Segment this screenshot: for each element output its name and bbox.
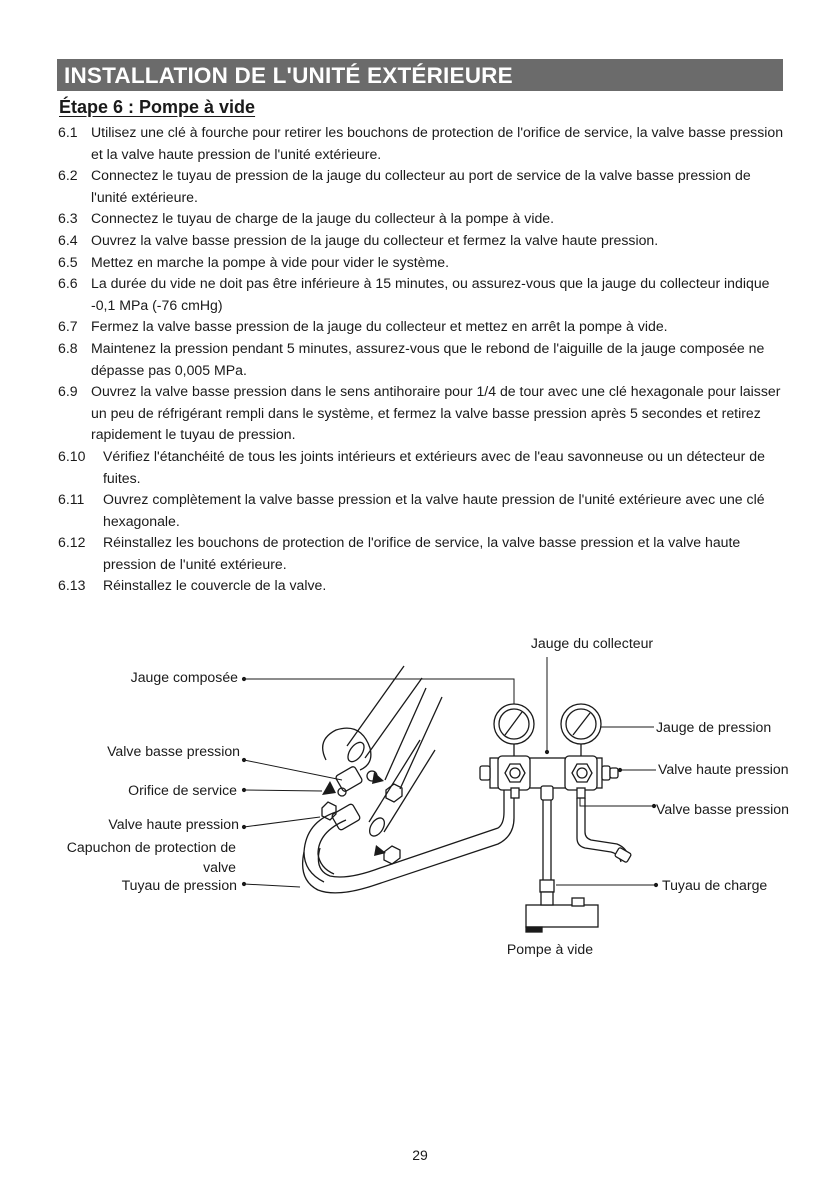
label-high-valve-left: Valve haute pression — [108, 816, 239, 832]
label-high-valve-right: Valve haute pression — [658, 761, 789, 777]
label-charge-hose: Tuyau de charge — [662, 877, 768, 893]
section-banner — [57, 59, 783, 91]
step-text: La durée du vide ne doit pas être inférieure à 15 minutes, ou assurez-vous que la jauge du collecteur indique -0,1 MPa (-76 cmHg) — [91, 275, 770, 313]
step-text: Connectez le tuyau de charge de la jauge du collecteur à la pompe à vide. — [91, 210, 555, 227]
list-item — [58, 338, 788, 381]
label-pressure-hose: Tuyau de pression — [121, 877, 237, 893]
vacuum-pump-diagram — [0, 620, 840, 970]
page-number: 29 — [412, 1147, 428, 1163]
list-item — [58, 489, 788, 532]
step-number: 6.10 — [58, 447, 86, 464]
step-text: Ouvrez complètement la valve basse pression et la valve haute pression de l'unité extérieure avec une clé hexagonale. — [103, 491, 765, 529]
charge-hose — [540, 798, 632, 896]
step-number: 6.3 — [58, 210, 78, 227]
step-text: Vérifiez l'étanchéité de tous les joints intérieurs et extérieurs avec de l'eau savonneuse ou un détecteur de fuites. — [103, 447, 765, 486]
list-item — [58, 316, 788, 338]
step-number: 6.6 — [58, 275, 78, 292]
label-low-valve-right: Valve basse pression — [656, 801, 789, 817]
step-text: Ouvrez la valve basse pression de la jauge du collecteur et fermez la valve haute pression. — [91, 231, 659, 248]
step-number: 6.2 — [58, 167, 78, 184]
label-service-port: Orifice de service — [128, 782, 237, 798]
step-text: Mettez en marche la pompe à vide pour vider le système. — [91, 253, 449, 270]
step-text: Réinstallez le couvercle de la valve. — [103, 577, 327, 594]
step-number: 6.1 — [58, 124, 78, 140]
step-text: Connectez le tuyau de pression de la jauge du collecteur au port de service de la valve basse pression de l'unité extérieure. — [91, 167, 751, 205]
step-number: 6.11 — [58, 491, 85, 508]
step-number: 6.8 — [58, 339, 78, 356]
step-number: 6.13 — [58, 577, 86, 594]
step-number: 6.12 — [58, 534, 86, 551]
step-text: Ouvrez la valve basse pression dans le sens antihoraire pour 1/4 de tour avec une clé hexagonale pour laisser un peu de réfrigérant rempli dans le système, et fermez la valve basse pression après 5 secondes et retirez rapidement le tuyau de pression. — [91, 383, 781, 443]
page-title: INSTALLATION DE L'UNITÉ EXTÉRIEURE — [64, 63, 513, 88]
step-number: 6.9 — [58, 383, 78, 400]
label-low-valve-left: Valve basse pression — [107, 743, 240, 759]
list-item — [58, 532, 788, 575]
list-item — [58, 165, 788, 208]
list-item — [58, 446, 788, 489]
label-manifold-gauge: Jauge du collecteur — [530, 635, 654, 651]
list-item — [58, 122, 788, 165]
vacuum-pump — [526, 892, 598, 932]
step-heading: Étape 6 : Pompe à vide — [59, 97, 256, 117]
step-text: Fermez la valve basse pression de la jauge du collecteur et mettez en arrêt la pompe à vide. — [91, 318, 668, 335]
list-item — [58, 575, 788, 597]
step-number: 6.5 — [58, 253, 78, 270]
outdoor-unit-valves — [304, 666, 442, 882]
step-text: Utilisez une clé à fourche pour retirer les bouchons de protection de l'orifice de service, la valve basse pression et la valve haute pression de l'unité extérieure. — [91, 124, 784, 162]
step-text: Réinstallez les bouchons de protection de l'orifice de service, la valve basse pression et la valve haute pression de l'unité extérieure. — [103, 534, 741, 572]
step-text: Maintenez la pression pendant 5 minutes, assurez-vous que le rebond de l'aiguille de la jauge composée ne dépasse pas 0,005 MPa. — [91, 339, 765, 378]
label-cap-line1: Capuchon de protection de — [66, 839, 236, 855]
label-vacuum-pump: Pompe à vide — [506, 941, 594, 957]
list-item — [58, 208, 788, 230]
list-item — [58, 252, 788, 274]
step-number: 6.4 — [58, 231, 78, 248]
label-compound-gauge: Jauge composée — [130, 669, 238, 685]
label-cap-line2: valve — [203, 859, 236, 875]
label-pressure-gauge: Jauge de pression — [656, 719, 772, 735]
list-item — [58, 381, 788, 446]
list-item — [58, 273, 788, 316]
pressure-hose — [303, 786, 514, 893]
step-number: 6.7 — [58, 318, 78, 335]
steps-list — [58, 122, 788, 597]
manifold-gauge — [480, 704, 618, 800]
list-item — [58, 230, 788, 252]
